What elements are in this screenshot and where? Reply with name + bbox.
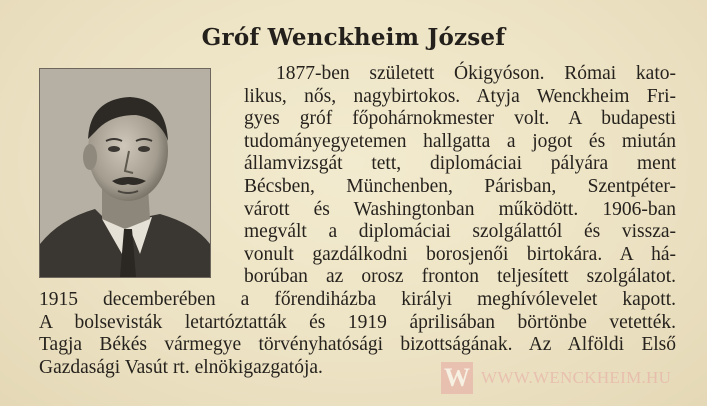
text-line: 1877-ben született Ókigyóson. Római kato-	[276, 63, 676, 84]
text-line: várott és Washingtonban működött. 1906-ban	[244, 198, 676, 220]
article-body-right-column	[244, 63, 676, 289]
watermark-text: WWW.WENCKHEIM.HU	[481, 368, 672, 387]
text-line: borúban az orosz fronton teljesített szolgálatot.	[244, 266, 676, 288]
text-line: likus, nős, nagybirtokos. Atyja Wenckheim Fri-	[244, 85, 676, 107]
text-line: államvizsgát tett, diplomáciai pályára ment	[244, 153, 676, 175]
text-line: 1915 decemberében a főrendiházba királyi meghívólevelet kapott.	[39, 289, 676, 310]
portrait-icon	[40, 69, 210, 277]
text-line: gyes gróf főpohárnokmester volt. A budapesti	[244, 108, 676, 130]
text-line: Gazdasági Vasút rt. elnökigazgatója.	[39, 356, 323, 378]
website-watermark	[441, 361, 671, 395]
article-title: Gróf Wenckheim József	[201, 24, 506, 51]
text-line: vonult gazdálkodni borosjenői birtokára. A há-	[244, 243, 676, 265]
watermark-logo-icon: W	[441, 362, 473, 394]
portrait-photo	[39, 68, 211, 278]
text-line: A bolsevisták letartóztatták és 1919 áprilisában börtönbe vetették.	[39, 311, 676, 333]
text-line: Tagja Békés vármegye törvényhatósági bizottságának. Az Alföldi Első	[39, 334, 676, 356]
text-line: megvált a diplomáciai szolgálattól és vissza-	[244, 221, 676, 243]
text-line: tudományegyetemen hallgatta a jogot és miután	[244, 130, 676, 152]
text-line: Bécsben, Münchenben, Párisban, Szentpéter-	[244, 175, 676, 197]
